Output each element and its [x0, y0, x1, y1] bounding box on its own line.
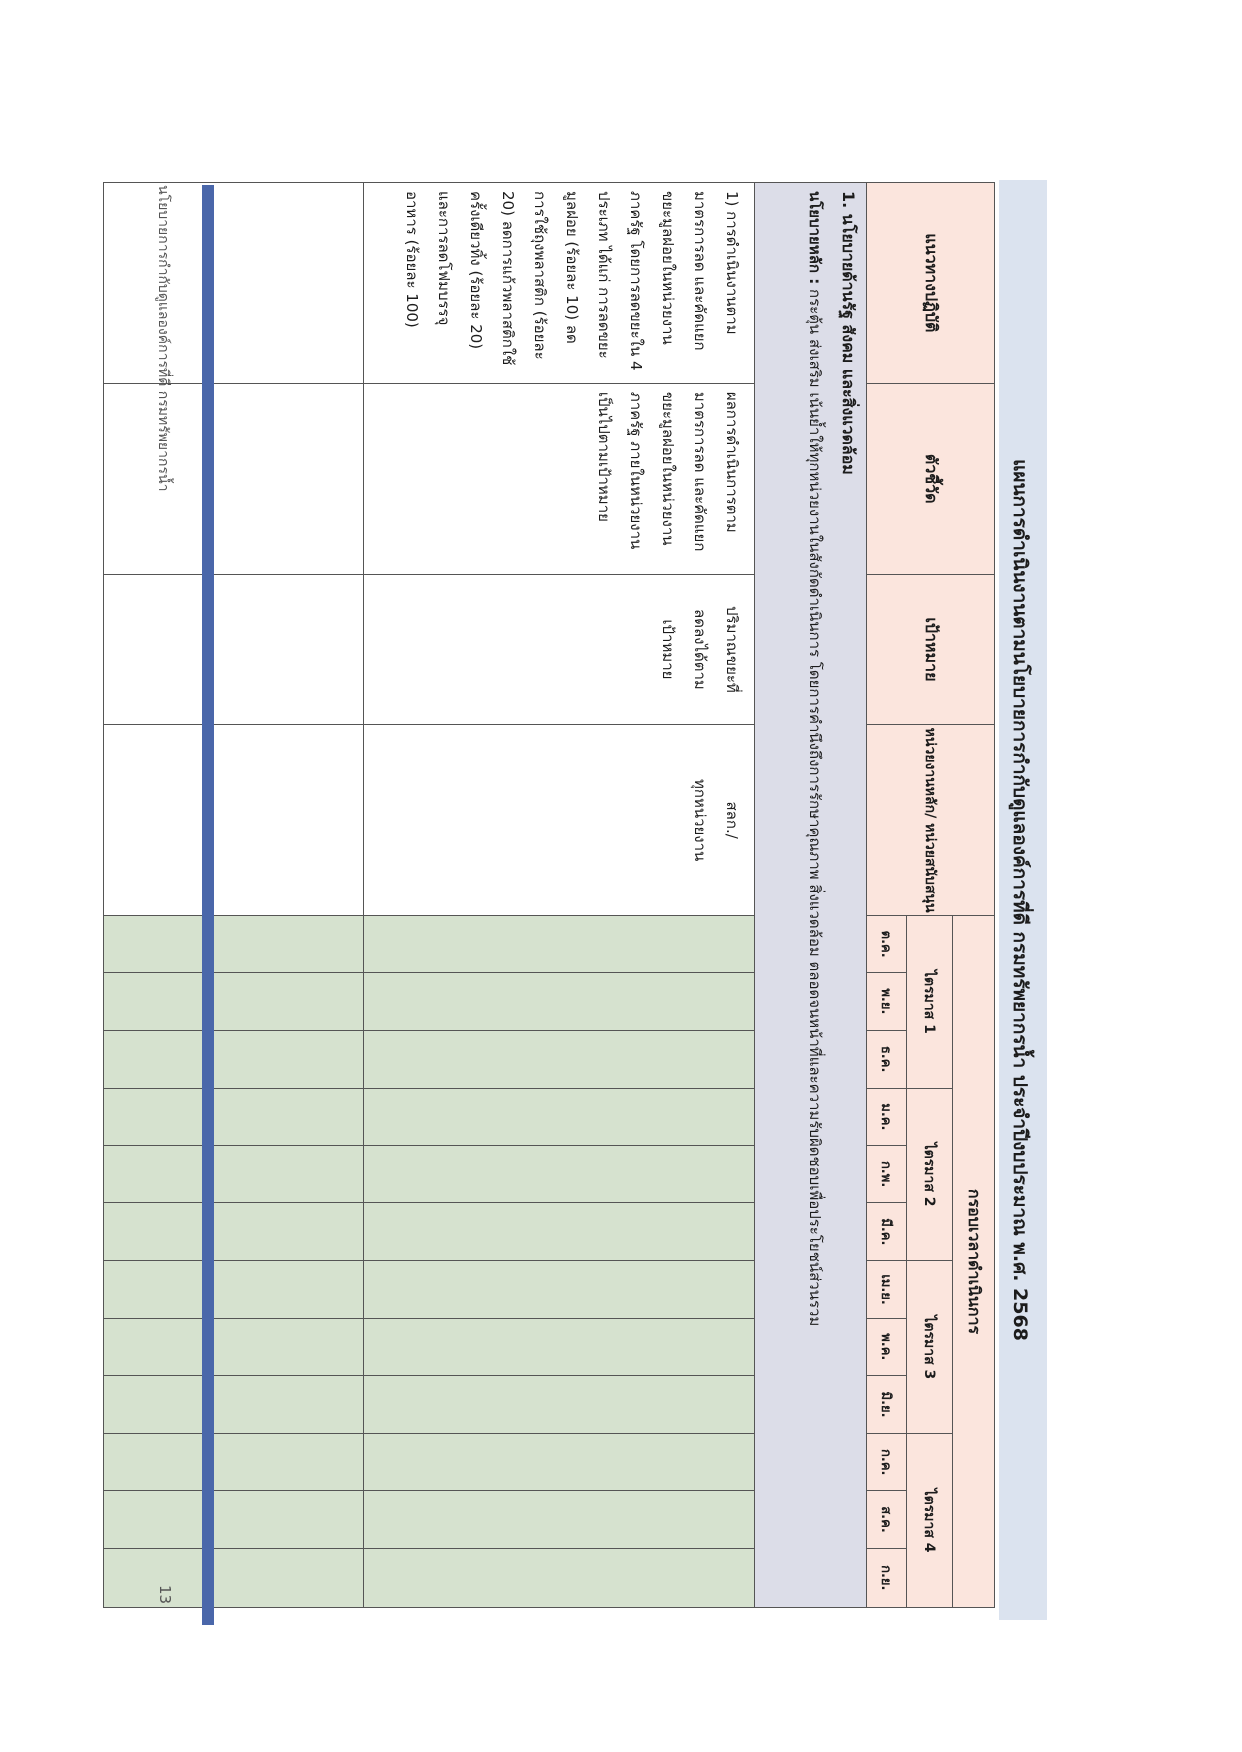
- month-cell: [364, 1375, 755, 1433]
- month-cell: [104, 916, 364, 973]
- header-unit: หน่วยงานหลัก/ หน่วยสนับสนุน: [867, 725, 995, 916]
- month-jul: ก.ค.: [867, 1434, 907, 1491]
- month-cell: [364, 1261, 755, 1318]
- month-oct: ต.ค.: [867, 916, 907, 973]
- empty-cell: [104, 183, 364, 384]
- month-cell: [364, 1491, 755, 1548]
- month-cell: [364, 1145, 755, 1202]
- month-cell: [364, 916, 755, 973]
- month-cell: [104, 973, 364, 1030]
- month-cell: [104, 1491, 364, 1548]
- header-target: เป้าหมาย: [867, 574, 995, 725]
- section-desc-text: กระตุ้น ส่งเสริม เน้นย้ำให้ทุกหน่วยงานในสังกัดดำเนินการ โดยการคำนึงถึงการรักษาคุณภาพ สิ่งแวดล้อม ตลอดจนหน้าที่และความรับผิดชอบเพื่อประโยชน์ส่วนรวม: [806, 289, 824, 1327]
- month-cell: [104, 1088, 364, 1145]
- indicator-cell: ผลการดำเนินการตาม มาตรการลด และคัดแยก ขยะมูลฝอยในหน่วยงาน ภาครัฐ ภายในหน่วยงาน เป็นไปตามเป้าหมาย: [364, 383, 755, 574]
- header-quarter-3: ไตรมาส 3: [907, 1261, 953, 1434]
- target-cell: ปริมาณขยะที่ ลดลงได้ตาม เป้าหมาย: [364, 574, 755, 725]
- section-row: [755, 183, 867, 1608]
- month-feb: ก.พ.: [867, 1145, 907, 1202]
- action-plan-table: [103, 182, 995, 1608]
- month-apr: เม.ย.: [867, 1261, 907, 1318]
- month-nov: พ.ย.: [867, 973, 907, 1030]
- month-cell: [104, 1375, 364, 1433]
- month-cell: [104, 1548, 364, 1607]
- month-cell: [104, 1261, 364, 1318]
- month-cell: [364, 1548, 755, 1607]
- month-cell: [104, 1203, 364, 1261]
- document-title: แผนการดำเนินงานตามนโยบายการกำกับดูแลองค์การที่ดี กรมทรัพยากรน้ำ ประจำปีงบประมาณ พ.ศ. 2568: [1009, 459, 1031, 1341]
- header-quarter-1: ไตรมาส 1: [907, 916, 953, 1089]
- footer-text: นโยบายการกำกับดูแลองค์การที่ดี กรมทรัพยากรน้ำ: [155, 185, 171, 492]
- month-cell: [364, 1030, 755, 1088]
- month-mar: มี.ค.: [867, 1203, 907, 1261]
- section-description: [797, 183, 829, 1607]
- month-cell: [364, 1434, 755, 1491]
- section-title: 1. นโยบายด้านรัฐ สังคม และสิ่งแวดล้อม: [839, 191, 858, 475]
- empty-cell: [104, 725, 364, 916]
- month-cell: [364, 973, 755, 1030]
- header-quarter-2: ไตรมาส 2: [907, 1088, 953, 1261]
- header-quarter-4: ไตรมาส 4: [907, 1434, 953, 1608]
- month-sep: ก.ย.: [867, 1548, 907, 1607]
- practice-cell: 1) การดำเนินงานตาม มาตรการลด และคัดแยก ขยะมูลฝอยในหน่วยงาน ภาครัฐ โดยการลดขยะใน 4 ประเภท ได้แก่ การลดขยะ มูลฝอย (ร้อยละ 10) ลด การใช้ถุงพลาสติก (ร้อยละ 20) ลดการแก้วพลาสติกใช้ ครั้งเดียวทิ้ง (ร้อยละ 20) และการลดโฟมบรรจุ อาหาร (ร้อยละ 100): [364, 183, 755, 384]
- header-indicator: ตัวชี้วัด: [867, 383, 995, 574]
- header-timeframe: กรอบเวลาดำเนินการ: [953, 916, 995, 1608]
- month-cell: [104, 1434, 364, 1491]
- month-dec: ธ.ค.: [867, 1030, 907, 1088]
- section-desc-label: นโยบายหลัก :: [806, 191, 824, 285]
- month-jan: ม.ค.: [867, 1088, 907, 1145]
- footer-divider: [202, 185, 214, 1625]
- month-aug: ส.ค.: [867, 1491, 907, 1548]
- month-cell: [104, 1318, 364, 1375]
- month-may: พ.ค.: [867, 1318, 907, 1375]
- month-cell: [104, 1145, 364, 1202]
- page-number: 13: [156, 1585, 174, 1605]
- empty-cell: [104, 383, 364, 574]
- header-practice: แนวทางปฏิบัติ: [867, 183, 995, 384]
- empty-cell: [104, 574, 364, 725]
- month-jun: มิ.ย.: [867, 1375, 907, 1433]
- month-cell: [364, 1318, 755, 1375]
- month-cell: [364, 1203, 755, 1261]
- month-cell: [364, 1088, 755, 1145]
- month-cell: [104, 1030, 364, 1088]
- unit-cell: สลก./ ทุกหน่วยงาน: [364, 725, 755, 916]
- title-band: [999, 180, 1047, 1620]
